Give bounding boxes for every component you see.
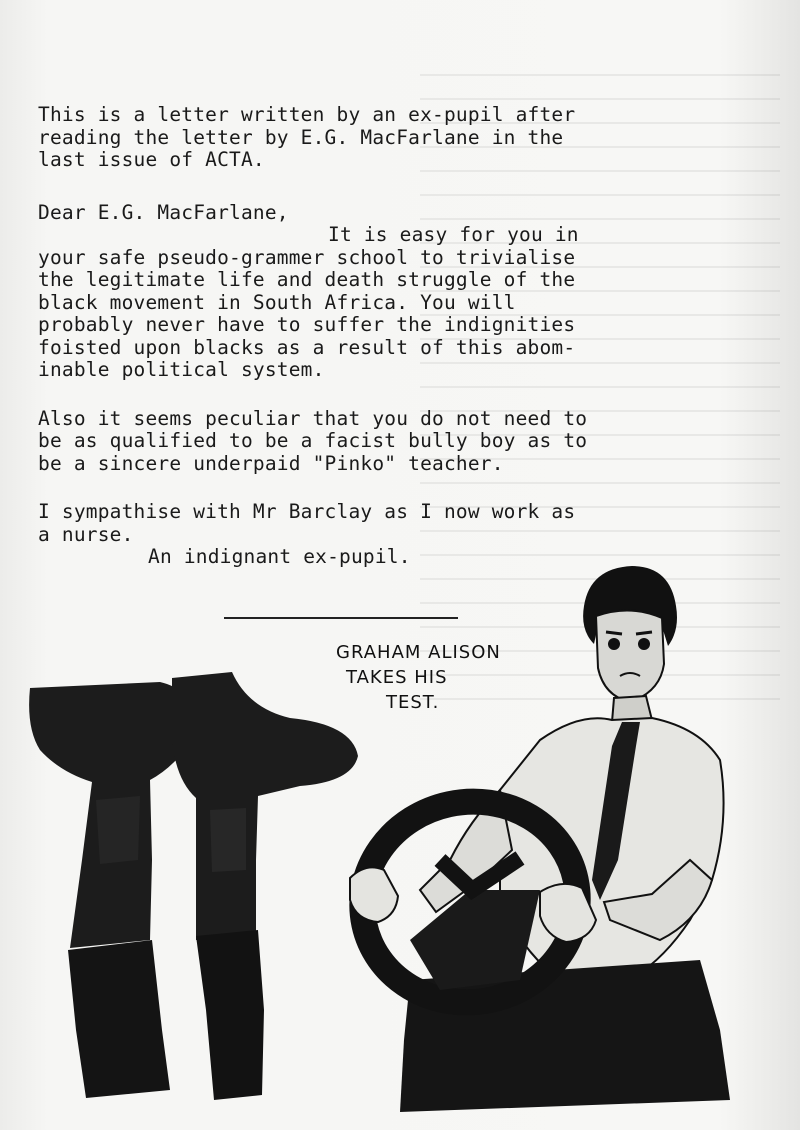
left-boot-leg: [29, 682, 191, 1098]
letter-paragraph-2: Also it seems peculiar that you do not need to be as qualified to be a facist bully boy as to be a sincere underpaid "Pinko" teacher.: [38, 406, 588, 475]
letter-intro: This is a letter written by an ex-pupil after reading the letter by E.G. MacFarlane in the last issue of ACTA.: [38, 103, 576, 171]
letter-salutation: Dear E.G. MacFarlane,: [38, 200, 289, 224]
caption-line-1: GRAHAM ALISON: [336, 642, 501, 663]
right-boot-leg: [172, 672, 358, 1100]
letter-signature: An indignant ex-pupil.: [148, 545, 411, 568]
letter-opening: It is easy for you in: [328, 223, 579, 246]
caption-line-2: TAKES HIS: [346, 667, 448, 688]
caption-line-3: TEST.: [386, 692, 440, 713]
letter-body: [38, 104, 698, 569]
cartoon-caption: [330, 640, 550, 715]
letter-paragraph-3: I sympathise with Mr Barclay as I now work as a nurse.: [38, 500, 576, 546]
letter-paragraph-1: your safe pseudo-grammer school to trivialise the legitimate life and death struggle of the black movement in South Africa. You will probably never have to suffer the indignities foisted upon blacks as a result of this abom- inable political system.: [38, 245, 576, 381]
